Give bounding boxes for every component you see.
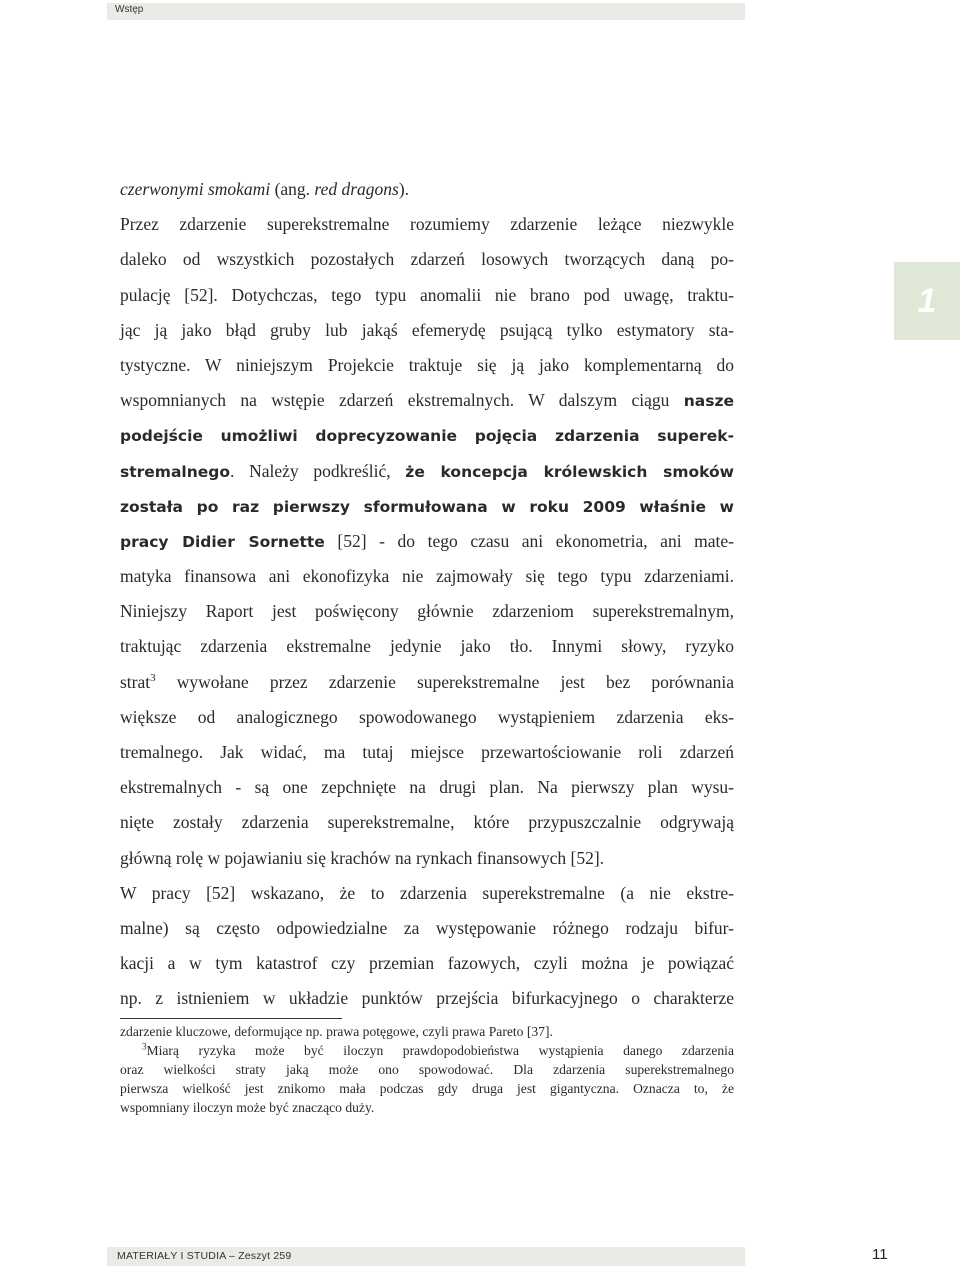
footnote-ref[interactable]: 3: [150, 671, 156, 684]
body-line: ekstremalnych - są one zepchnięte na drugi plan. Na pierwszy plan wysu-: [120, 777, 734, 798]
body-text: [120, 172, 734, 1017]
body-line: została po raz pierwszy sformułowana w roku 2009 właśnie w: [120, 497, 734, 516]
page-number: 11: [872, 1246, 888, 1263]
body-line: W pracy [52] wskazano, że to zdarzenia superekstremalne (a nie ekstre-: [120, 882, 734, 903]
body-line: większe od analogicznego spowodowanego wystąpieniem zdarzenia eks-: [120, 706, 734, 727]
running-footer: MATERIAŁY I STUDIA – Zeszyt 259: [117, 1250, 292, 1262]
chapter-tab: [894, 262, 960, 340]
body-line: np. z istnieniem w układzie punktów przejścia bifurkacyjnego o charakterze: [120, 988, 734, 1009]
body-line: malne) są często odpowiedzialne za występowanie różnego rodzaju bifur-: [120, 917, 734, 938]
body-line: wspomnianych na wstępie zdarzeń ekstremalnych. W dalszym ciągu nasze: [120, 390, 734, 411]
body-line: pracy Didier Sornette [52] - do tego czasu ani ekonometria, ani mate-: [120, 530, 734, 551]
body-line: tremalnego. Jak widać, ma tutaj miejsce przewartościowanie roli zdarzeń: [120, 742, 734, 762]
body-line: Niniejszy Raport jest poświęcony głównie zdarzeniom superekstremalnym,: [120, 601, 734, 622]
body-line: Przez zdarzenie superekstremalne rozumiemy zdarzenie leżące niezwykle: [120, 214, 734, 235]
footnote-line: $^3$Miarą ryzyka może być iloczyn prawdopodobieństwa wystąpienia danego zdarzenia: [142, 1041, 734, 1058]
body-line: matyka finansowa ani ekonofizyka nie zajmowały się tego typu zdarzeniami.: [120, 566, 734, 587]
body-line: tystyczne. W niniejszym Projekcie traktuje się ją jako komplementarną do: [120, 354, 734, 375]
body-line: czerwonymi smokami (ang. red dragons).: [120, 179, 410, 199]
body-line: daleko od wszystkich pozostałych zdarzeń losowych tworzących daną po-: [120, 249, 734, 270]
footnote-line: pierwsza wielkość jest znikomo mała podczas gdy druga jest gigantyczna. Oznacza to, że: [120, 1081, 734, 1096]
body-line: stremalnego. Należy podkreślić, że koncepcja królewskich smoków: [120, 460, 734, 481]
footnote-line: zdarzenie kluczowe, deformujące np. prawa potęgowe, czyli prawa Pareto [37].: [120, 1024, 553, 1039]
running-header: Wstęp: [115, 4, 144, 15]
footnote-line: wspomniany iloczyn może być znacząco duży.: [120, 1100, 375, 1115]
footnotes: [120, 1022, 734, 1117]
body-line: kacji a w tym katastrof czy przemian fazowych, czyli można je powiązać: [120, 953, 734, 974]
body-line: traktując zdarzenia ekstremalne jedynie jako tło. Innymi słowy, ryzyko: [120, 636, 734, 657]
footnote-rule: [120, 1018, 342, 1019]
header-band: [107, 3, 745, 20]
footnote-line: oraz wielkości straty jaką może ono spowodować. Dla zdarzenia superekstremalnego: [120, 1062, 734, 1077]
journal-name: MATERIAŁY I STUDIA: [117, 1250, 226, 1262]
issue-label: Zeszyt 259: [238, 1250, 292, 1262]
footnote-marker: 3: [142, 1041, 147, 1052]
body-line: główną rolę w pojawianiu się krachów na rynkach finansowych [52].: [120, 847, 605, 868]
chapter-number: 1: [917, 281, 937, 320]
body-line: podejście umożliwi doprecyzowanie pojęcia zdarzenia superek-: [120, 427, 734, 446]
body-line: pulację [52]. Dotychczas, tego typu anomalii nie brano pod uwagę, traktu-: [120, 284, 734, 305]
body-line: jąc ją jako błąd gruby lub jakąś efemerydę psującą tylko estymatory sta-: [120, 319, 734, 340]
body-line: nięte zostały zdarzenia superekstremalne, które przypuszczalnie odgrywają: [120, 812, 734, 833]
body-line: strat$^3$ wywołane przez zdarzenie superekstremalne jest bez porównania: [120, 671, 734, 692]
